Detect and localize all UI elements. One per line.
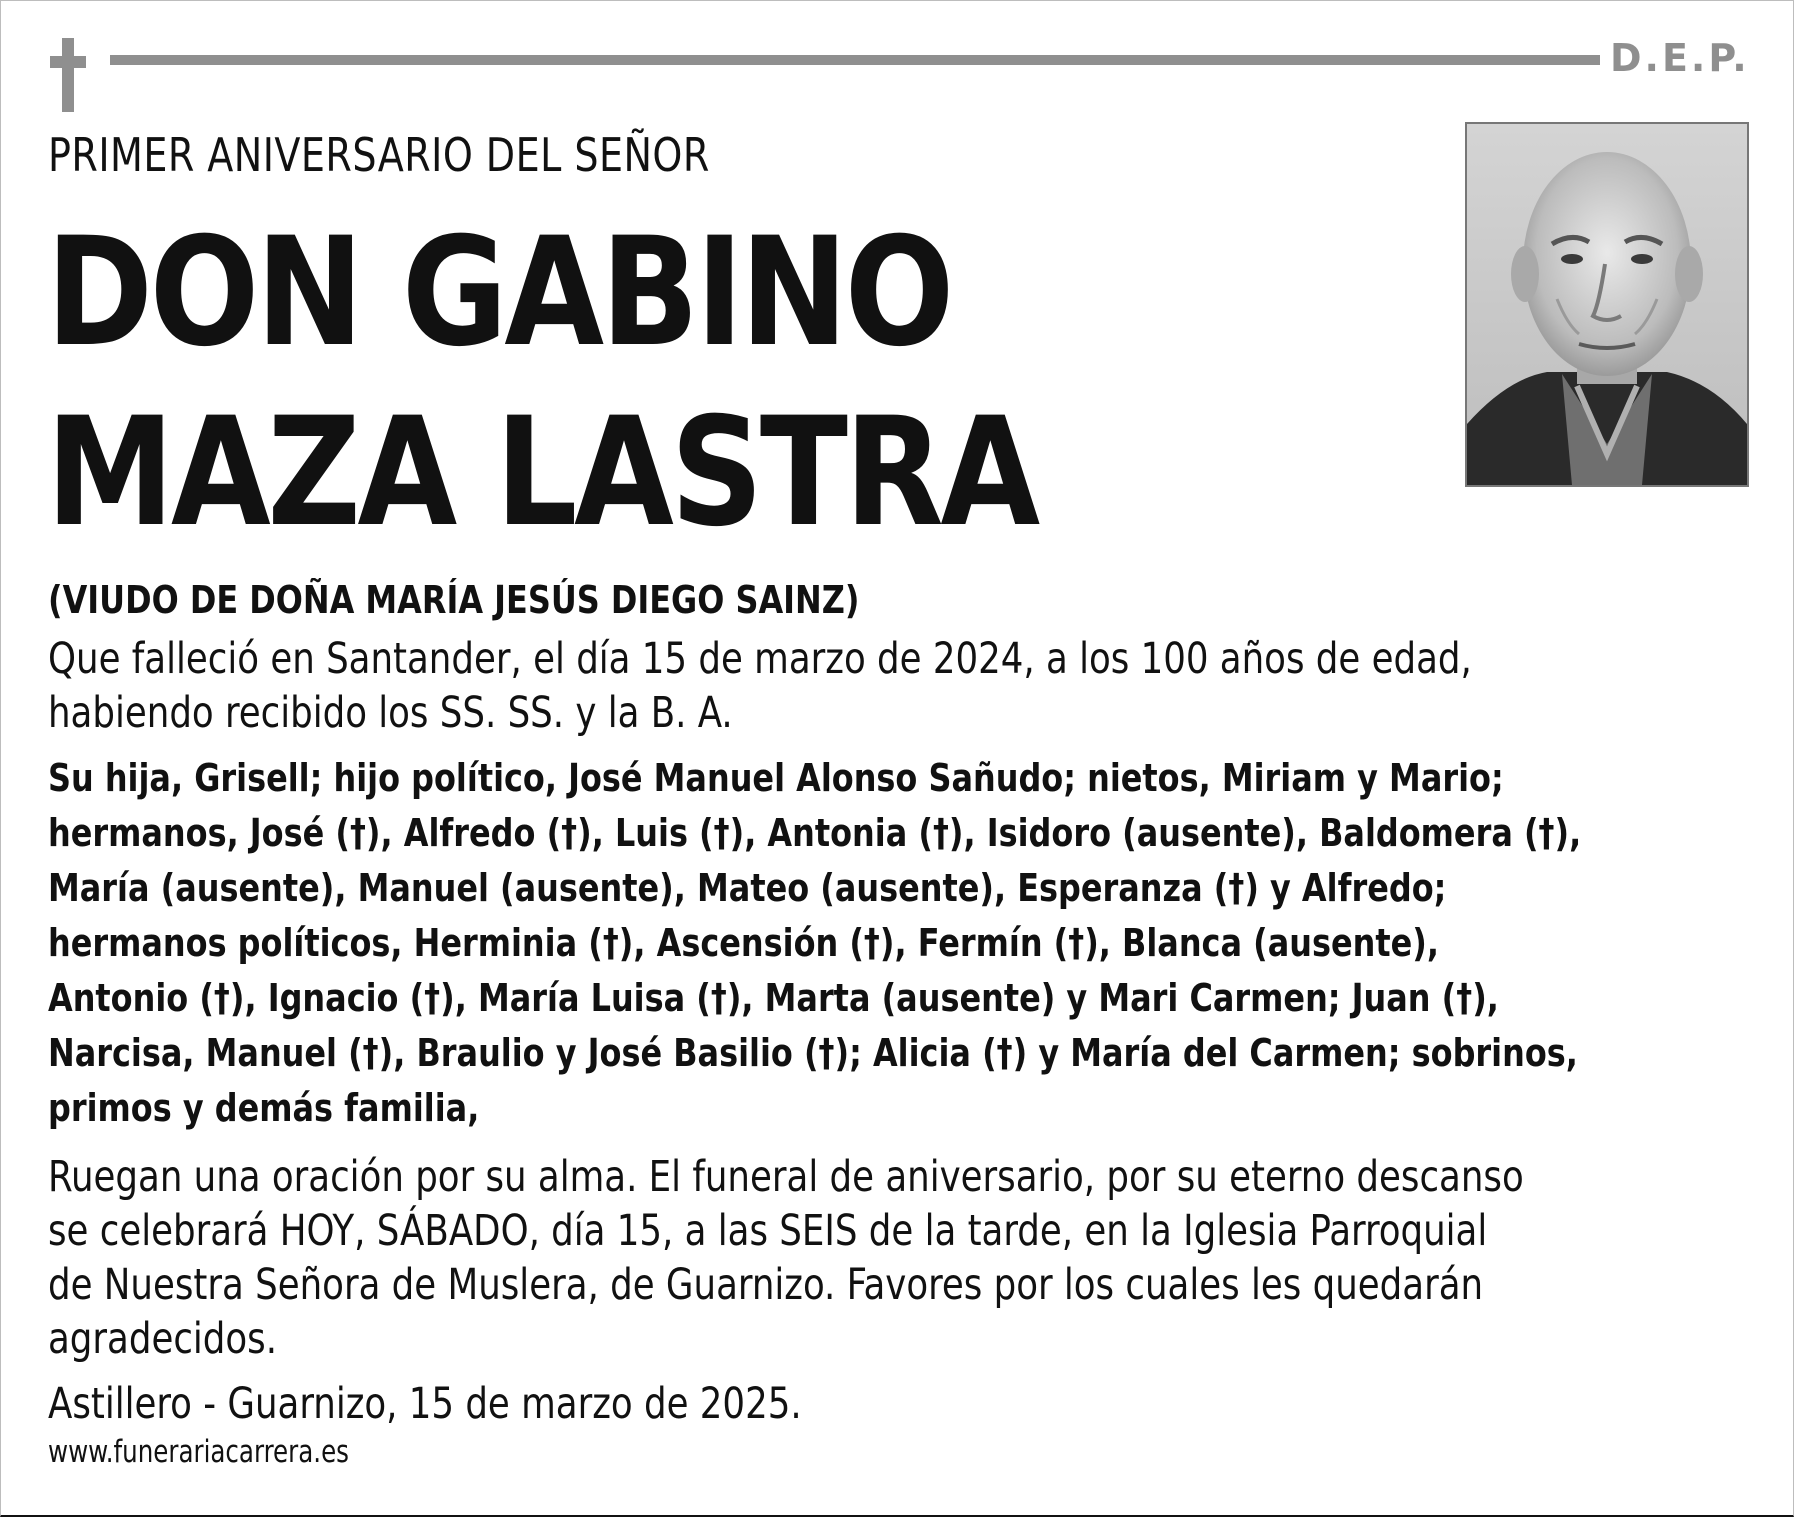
family-line: primos y demás familia,	[48, 1086, 480, 1130]
family-line: Antonio (†), Ignacio (†), María Luisa (†), Marta (ausente) y Mari Carmen; Juan (†),	[48, 976, 1499, 1020]
family-line: María (ausente), Manuel (ausente), Mateo (ausente), Esperanza (†) y Alfredo;	[48, 866, 1447, 910]
funeral-line: Ruegan una oración por su alma. El funeral de aniversario, por su eterno descanso	[48, 1152, 1524, 1202]
header-rule	[110, 55, 1600, 65]
family-line: Narcisa, Manuel (†), Braulio y José Basilio (†); Alicia (†) y María del Carmen; sobrinos,	[48, 1031, 1578, 1075]
death-notice-line: Que falleció en Santander, el día 15 de marzo de 2024, a los 100 años de edad,	[48, 634, 1472, 684]
dep-label: D.E.P.	[1610, 36, 1750, 80]
portrait-photo	[1465, 122, 1749, 487]
family-list	[48, 751, 1581, 1136]
cross-icon	[50, 38, 86, 112]
funeral-line: se celebrará HOY, SÁBADO, día 15, a las SEIS de la tarde, en la Iglesia Parroquial	[48, 1206, 1488, 1256]
deceased-name-line-1: DON GABINO	[46, 206, 951, 380]
deceased-name-line-2: MAZA LASTRA	[46, 386, 1037, 560]
funeral-line: agradecidos.	[48, 1314, 278, 1364]
death-notice-line: habiendo recibido los SS. SS. y la B. A.	[48, 688, 733, 738]
place-date-line: Astillero - Guarnizo, 15 de marzo de 2025.	[48, 1379, 802, 1429]
family-line: Su hija, Grisell; hijo político, José Manuel Alonso Sañudo; nietos, Miriam y Mario;	[48, 756, 1504, 800]
website-link[interactable]: www.funerariacarrera.es	[48, 1434, 349, 1470]
widower-line: (VIUDO DE DOÑA MARÍA JESÚS DIEGO SAINZ)	[48, 578, 860, 622]
family-line: hermanos políticos, Herminia (†), Ascensión (†), Fermín (†), Blanca (ausente),	[48, 921, 1439, 965]
family-line: hermanos, José (†), Alfredo (†), Luis (†), Antonia (†), Isidoro (ausente), Baldomera (†),	[48, 811, 1582, 855]
funeral-line: de Nuestra Señora de Muslera, de Guarnizo. Favores por los cuales les quedarán	[48, 1260, 1484, 1310]
death-notice	[48, 632, 1472, 740]
notice-kicker: PRIMER ANIVERSARIO DEL SEÑOR	[48, 128, 710, 182]
place-and-date	[48, 1377, 802, 1431]
funeral-details	[48, 1150, 1524, 1366]
